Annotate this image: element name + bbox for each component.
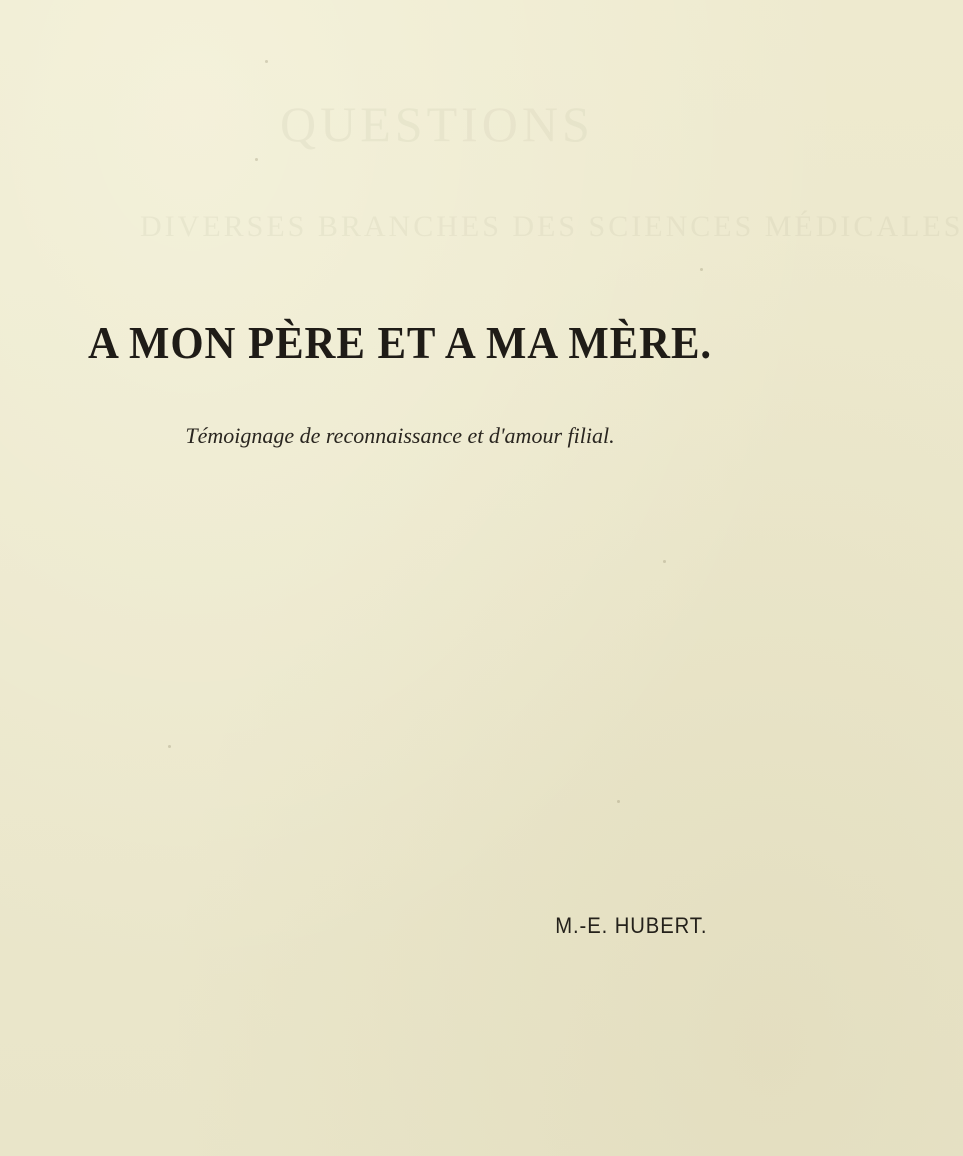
paper-speck <box>168 745 171 748</box>
paper-speck <box>700 268 703 271</box>
show-through-print: QUESTIONS <box>280 96 594 152</box>
tribute-line: Témoignage de reconnaissance et d'amour filial. <box>185 423 615 448</box>
paper-speck <box>265 60 268 63</box>
paper-speck <box>663 560 666 563</box>
paper-speck <box>255 158 258 161</box>
paper-speck <box>617 800 620 803</box>
show-through-print: DIVERSES BRANCHES DES SCIENCES MÉDICALES <box>140 210 963 243</box>
dedication-heading: A MON PÈRE ET A MA MÈRE. <box>87 317 713 368</box>
author-signature: M.-E. HUBERT. <box>554 913 707 938</box>
